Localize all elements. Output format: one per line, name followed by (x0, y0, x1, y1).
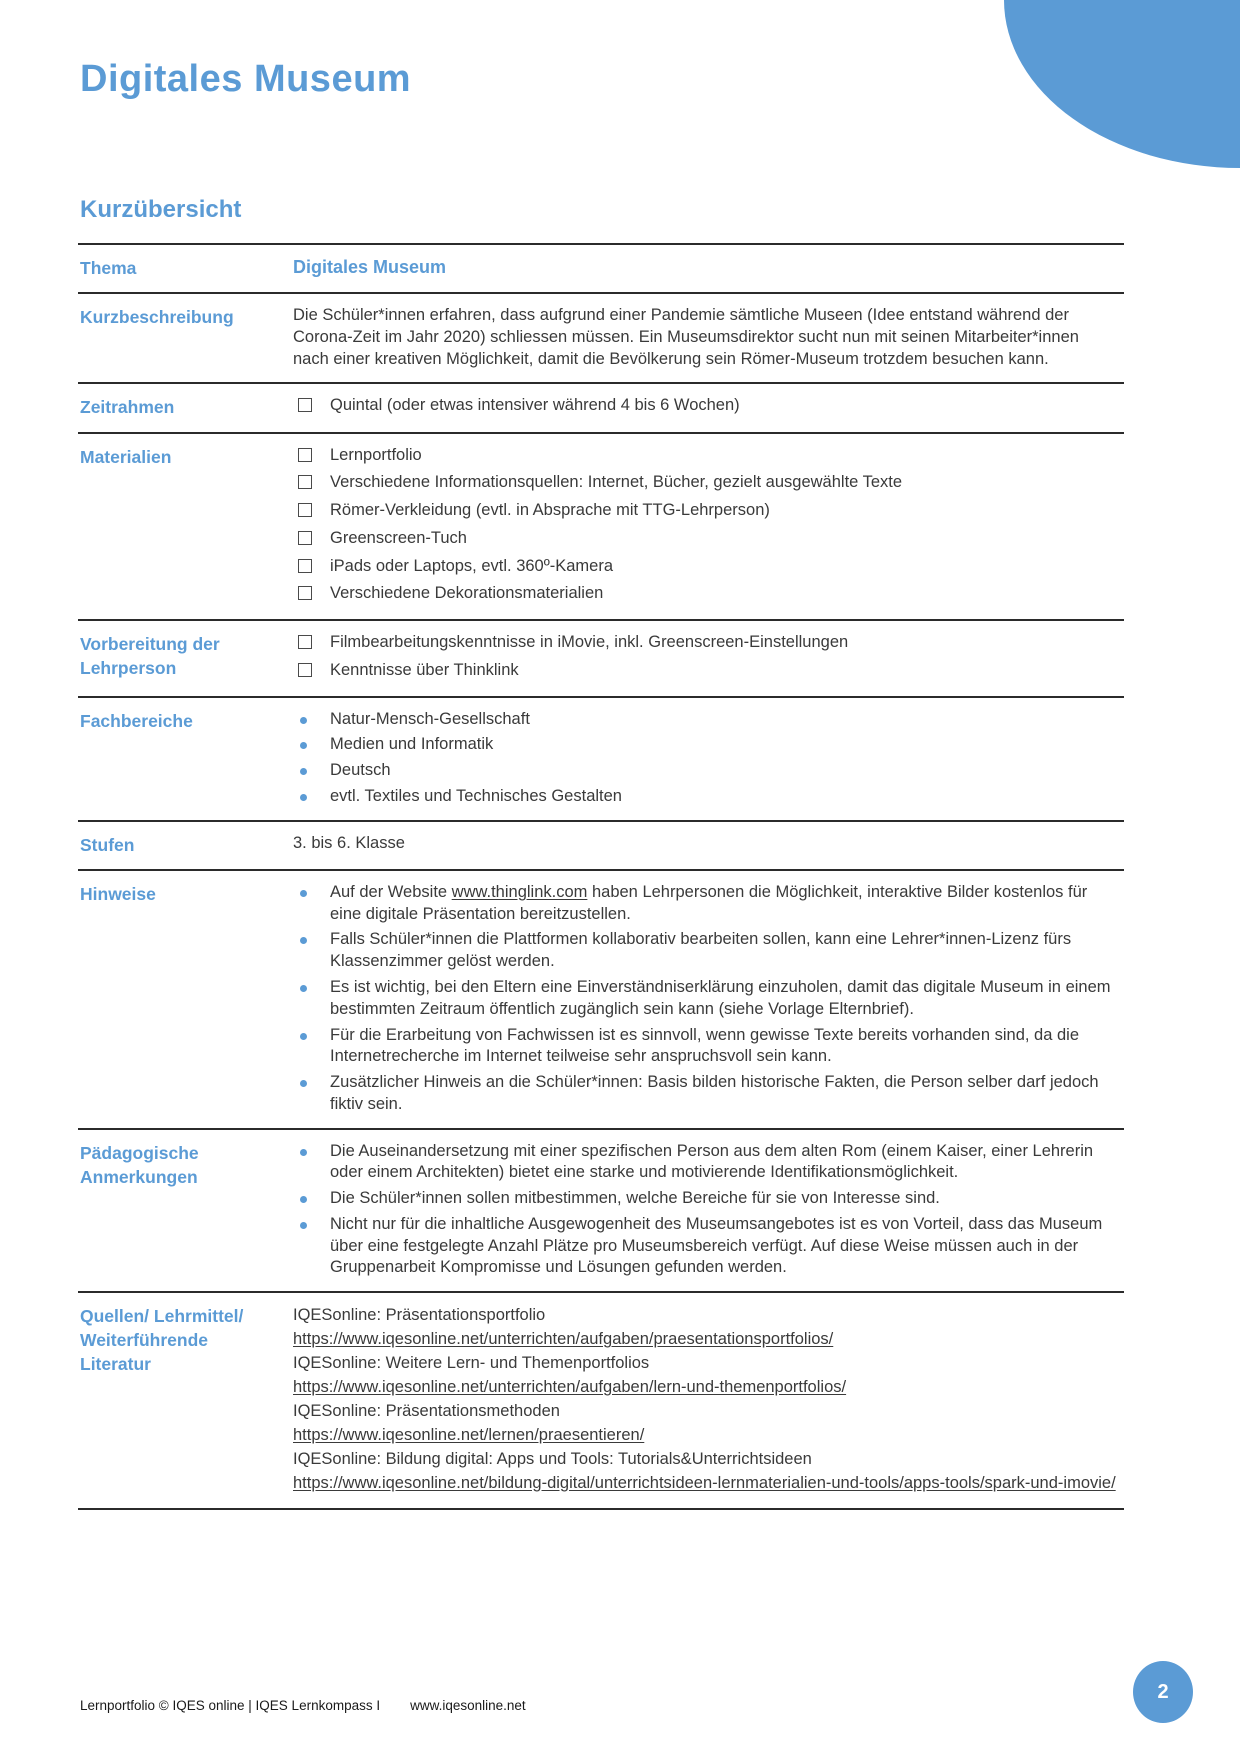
list-item (293, 660, 1118, 684)
table-row-quellen (78, 1293, 1124, 1509)
checkbox-list (293, 395, 1118, 419)
bullet-icon (300, 985, 307, 992)
glyph-cell (293, 786, 330, 808)
item-text: Quintal (oder etwas intensiver während 4 bis 6 Wochen) (330, 396, 740, 415)
list-item (293, 760, 1118, 782)
glyph-cell (293, 977, 330, 999)
checkbox-icon (298, 531, 312, 545)
item-text: Natur-Mensch-Gesellschaft (330, 709, 530, 728)
row-value: Die Schüler*innen erfahren, dass aufgrund einer Pandemie sämtliche Museen (Idee entstand während der Corona-Zeit im Jahr 2020) schliessen müssen. Ein Museumsdirektor sucht nun mit seinen Mitarbeiter*innen nach einer kreativen Möglichkeit, damit die Bevölkerung sein Römer-Museum trotzdem besuchen kann. (293, 306, 1079, 368)
source-link[interactable]: https://www.iqesonline.net/unterrichten/aufgaben/praesentationsportfolios/ (293, 1330, 834, 1349)
source-url (293, 1472, 1118, 1496)
list-item (293, 1188, 1118, 1210)
bullet-icon (300, 794, 307, 801)
item-text: iPads oder Laptops, evtl. 360º-Kamera (330, 556, 614, 575)
overview-table (78, 243, 1124, 1510)
item-text: Verschiedene Dekorationsmaterialien (330, 584, 604, 603)
thinglink-link[interactable]: www.thinglink.com (451, 882, 588, 901)
checkbox-icon (298, 475, 312, 489)
table-row-zeitrahmen (78, 384, 1124, 433)
row-label: Materialien (80, 446, 172, 467)
row-value (293, 709, 1124, 808)
footer-site-url: www.iqesonline.net (410, 1698, 526, 1713)
table-row-hinweise (78, 871, 1124, 1130)
table-row-materialien (78, 434, 1124, 622)
checkbox-icon (298, 663, 312, 677)
bullet-icon (300, 1033, 307, 1040)
glyph-cell (293, 500, 330, 524)
row-label: Kurzbeschreibung (80, 307, 234, 328)
checkbox-icon (298, 586, 312, 600)
source-url (293, 1328, 1118, 1352)
row-label: Zeitrahmen (80, 397, 175, 418)
row-value (293, 395, 1124, 419)
page-number-badge (1133, 1661, 1193, 1723)
bullet-icon (300, 1222, 307, 1229)
checkbox-icon (298, 635, 312, 649)
hint-text-pre: Auf der Website (330, 882, 452, 901)
list-item (293, 786, 1118, 808)
glyph-cell (293, 1141, 330, 1163)
list-item (293, 445, 1118, 469)
row-value (293, 882, 1124, 1116)
item-text: Lernportfolio (330, 445, 422, 464)
glyph-cell (293, 583, 330, 607)
row-value (293, 1304, 1124, 1495)
glyph-cell (293, 1025, 330, 1047)
item-text: Es ist wichtig, bei den Eltern eine Einverständniserklärung einzuholen, damit das digitale Museum in einem bestimmten Zeitraum öffentlich zugänglich sein kann (siehe Vorlage Elternbrief). (330, 977, 1111, 1018)
list-item (293, 500, 1118, 524)
footer (80, 1698, 526, 1713)
footer-credit: Lernportfolio © IQES online | IQES Lernkompass I (80, 1698, 381, 1713)
item-text: Nicht nur für die inhaltliche Ausgewogenheit des Museumsangebotes ist es von Vorteil, dass das Museum über eine festgelegte Anzahl Plätze pro Museumsbereich verfügt. Auf diese Weise müssen auch in der Gruppenarbeit Kompromisse und Lösungen gefunden werden. (330, 1214, 1103, 1277)
item-text: Die Auseinandersetzung mit einer spezifischen Person aus dem alten Rom (einem Kaiser, einer Lehrerin oder einem Architekten) bietet eine starke und motivierende Identifikationsmöglichkeit. (330, 1141, 1094, 1182)
glyph-cell (293, 882, 330, 904)
list-item (293, 734, 1118, 756)
bullet-icon (300, 1080, 307, 1087)
bullet-icon (300, 937, 307, 944)
list-item (293, 882, 1118, 926)
list-item (293, 395, 1118, 419)
checkbox-icon (298, 448, 312, 462)
glyph-cell (293, 660, 330, 684)
list-item (293, 1141, 1118, 1185)
glyph-cell (293, 395, 330, 419)
row-label: Stufen (80, 834, 135, 855)
row-label: Fachbereiche (80, 710, 193, 731)
item-text: Falls Schüler*innen die Plattformen kollaborativ bearbeiten sollen, kann eine Lehrer*innen-Lizenz fürs Klassenzimmer gelöst werden. (330, 930, 1072, 971)
item-text: Zusätzlicher Hinweis an die Schüler*innen: Basis bilden historische Fakten, die Person selber darf jedoch fiktiv sein. (330, 1073, 1099, 1113)
glyph-cell (293, 709, 330, 731)
list-item (293, 556, 1118, 580)
glyph-cell (293, 472, 330, 496)
source-title: IQESonline: Weitere Lern- und Themenportfolios (293, 1354, 650, 1372)
bullet-list (293, 709, 1118, 808)
row-label: Hinweise (80, 883, 156, 904)
list-item (293, 528, 1118, 552)
bullet-icon (300, 1196, 307, 1203)
item-text: Römer-Verkleidung (evtl. in Absprache mit TTG-Lehrperson) (330, 501, 770, 520)
bullet-list (293, 882, 1118, 1116)
item-text: Die Schüler*innen sollen mitbestimmen, welche Bereiche für sie von Interesse sind. (330, 1189, 940, 1208)
item-text: Kenntnisse über Thinklink (330, 660, 519, 679)
list-item (293, 709, 1118, 731)
glyph-cell (293, 528, 330, 552)
item-text: Filmbearbeitungskenntnisse in iMovie, inkl. Greenscreen-Einstellungen (330, 633, 849, 652)
glyph-cell (293, 1214, 330, 1236)
glyph-cell (293, 556, 330, 580)
bullet-list (293, 1141, 1118, 1280)
row-label: Quellen/ Lehrmittel/ Weiterführende Literatur (80, 1306, 244, 1375)
source-link[interactable]: https://www.iqesonline.net/bildung-digital/unterrichtsideen-lernmaterialien-und-tools/apps-tools/spark-und-imovie/ (293, 1473, 1116, 1492)
corner-decoration (1004, 0, 1240, 168)
glyph-cell (293, 445, 330, 469)
table-row-kurzbeschreibung (78, 294, 1124, 384)
list-item (293, 929, 1118, 973)
bullet-icon (300, 1149, 307, 1156)
checkbox-icon (298, 503, 312, 517)
row-value: Digitales Museum (293, 257, 447, 277)
row-value (293, 445, 1124, 608)
table-row-thema (78, 245, 1124, 294)
source-title: IQESonline: Präsentationsmethoden (293, 1401, 560, 1420)
list-item (293, 632, 1118, 656)
table-row-fachbereiche (78, 698, 1124, 822)
checkbox-icon (298, 559, 312, 573)
row-value (293, 1141, 1124, 1280)
glyph-cell (293, 1188, 330, 1210)
list-item (293, 583, 1118, 607)
list-item (293, 1025, 1118, 1069)
list-item (293, 472, 1118, 496)
bullet-icon (300, 768, 307, 775)
row-label: Pädagogische Anmerkungen (80, 1142, 199, 1187)
table-row-stufen (78, 822, 1124, 871)
row-label: Vorbereitung der Lehrperson (80, 634, 220, 679)
source-title: IQESonline: Präsentationsportfolio (293, 1306, 546, 1325)
item-text: Für die Erarbeitung von Fachwissen ist es sinnvoll, wenn gewisse Texte bereits vorhanden sind, da die Internetrecherche im Internet teilweise sehr anspruchsvoll sein kann. (330, 1025, 1080, 1066)
source-link[interactable]: https://www.iqesonline.net/unterrichten/aufgaben/lern-und-themenportfolios/ (293, 1377, 847, 1396)
source-url (293, 1376, 1118, 1400)
glyph-cell (293, 929, 330, 951)
item-text: Greenscreen-Tuch (330, 528, 467, 547)
item-text: Verschiedene Informationsquellen: Internet, Bücher, gezielt ausgewählte Texte (330, 473, 903, 492)
checkbox-list (293, 445, 1118, 608)
glyph-cell (293, 1072, 330, 1094)
source-title: IQESonline: Bildung digital: Apps und Tools: Tutorials&Unterrichtsideen (293, 1449, 812, 1468)
bullet-icon (300, 717, 307, 724)
checkbox-list (293, 632, 1118, 684)
checkbox-icon (298, 398, 312, 412)
bullet-icon (300, 890, 307, 897)
source-link[interactable]: https://www.iqesonline.net/lernen/praesentieren/ (293, 1425, 645, 1444)
item-text: Deutsch (330, 761, 391, 780)
glyph-cell (293, 760, 330, 782)
list-item (293, 1214, 1118, 1279)
row-value: 3. bis 6. Klasse (293, 833, 405, 852)
list-item (293, 977, 1118, 1021)
item-text: evtl. Textiles und Technisches Gestalten (330, 787, 622, 805)
table-row-vorbereitung (78, 621, 1124, 698)
glyph-cell (293, 734, 330, 756)
item-text: Medien und Informatik (330, 735, 494, 754)
row-value (293, 632, 1124, 684)
list-item (293, 1072, 1118, 1116)
bullet-icon (300, 742, 307, 749)
hint-text-post: haben Lehrpersonen die Möglichkeit, interaktive Bilder kostenlos für eine digitale Präsentation bereitzustellen. (330, 882, 1088, 923)
section-heading: Kurzübersicht (80, 196, 242, 223)
page-title: Digitales Museum (80, 58, 412, 100)
page-number: 2 (1157, 1680, 1169, 1703)
table-row-paedagogische-anmerkungen (78, 1130, 1124, 1294)
row-label: Thema (80, 258, 137, 278)
source-url (293, 1424, 1118, 1448)
glyph-cell (293, 632, 330, 656)
item-text (330, 882, 1118, 926)
